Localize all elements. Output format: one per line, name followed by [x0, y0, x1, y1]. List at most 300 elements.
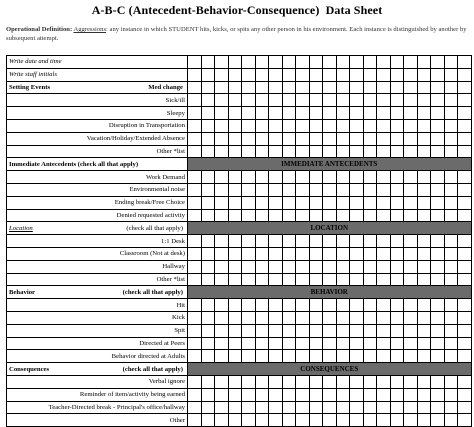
tally-cell[interactable] — [336, 388, 350, 401]
tally-cell[interactable] — [336, 260, 350, 273]
tally-cell[interactable] — [309, 388, 323, 401]
tally-cell[interactable] — [417, 209, 431, 222]
tally-cell[interactable] — [309, 337, 323, 350]
tally-cell[interactable] — [296, 235, 310, 248]
tally-cell[interactable] — [377, 375, 391, 388]
tally-cell[interactable] — [188, 375, 202, 388]
tally-cell[interactable] — [336, 132, 350, 145]
tally-cell[interactable] — [269, 196, 283, 209]
tally-cell[interactable] — [215, 196, 229, 209]
tally-cell[interactable] — [201, 375, 215, 388]
tally-cell[interactable] — [323, 145, 337, 158]
tally-cell[interactable] — [296, 94, 310, 107]
tally-cell[interactable] — [228, 260, 242, 273]
tally-cell[interactable] — [377, 171, 391, 184]
tally-cell[interactable] — [296, 119, 310, 132]
tally-cell[interactable] — [215, 311, 229, 324]
tally-cell[interactable] — [242, 145, 256, 158]
tally-cell[interactable] — [309, 401, 323, 414]
tally-cell[interactable] — [323, 324, 337, 337]
tally-cell[interactable] — [404, 145, 418, 158]
tally-cell[interactable] — [323, 132, 337, 145]
tally-cell[interactable] — [296, 247, 310, 260]
tally-cell[interactable] — [215, 324, 229, 337]
tally-cell[interactable] — [444, 299, 458, 312]
tally-cell[interactable] — [296, 273, 310, 286]
tally-cell[interactable] — [404, 68, 418, 81]
tally-cell[interactable] — [215, 171, 229, 184]
tally-cell[interactable] — [350, 68, 364, 81]
tally-cell[interactable] — [228, 107, 242, 120]
tally-cell[interactable] — [309, 209, 323, 222]
tally-cell[interactable] — [336, 183, 350, 196]
tally-cell[interactable] — [228, 311, 242, 324]
tally-cell[interactable] — [404, 56, 418, 69]
tally-cell[interactable] — [404, 337, 418, 350]
tally-cell[interactable] — [255, 94, 269, 107]
tally-cell[interactable] — [431, 94, 445, 107]
tally-cell[interactable] — [228, 235, 242, 248]
tally-cell[interactable] — [390, 299, 404, 312]
tally-cell[interactable] — [228, 94, 242, 107]
tally-cell[interactable] — [296, 68, 310, 81]
tally-cell[interactable] — [323, 299, 337, 312]
tally-cell[interactable] — [404, 171, 418, 184]
tally-cell[interactable] — [296, 196, 310, 209]
tally-cell[interactable] — [282, 311, 296, 324]
tally-cell[interactable] — [363, 119, 377, 132]
tally-cell[interactable] — [296, 299, 310, 312]
tally-cell[interactable] — [201, 273, 215, 286]
tally-cell[interactable] — [363, 81, 377, 94]
tally-cell[interactable] — [431, 337, 445, 350]
tally-cell[interactable] — [350, 209, 364, 222]
tally-cell[interactable] — [282, 337, 296, 350]
tally-cell[interactable] — [390, 401, 404, 414]
tally-cell[interactable] — [228, 375, 242, 388]
tally-cell[interactable] — [269, 375, 283, 388]
tally-cell[interactable] — [255, 324, 269, 337]
tally-cell[interactable] — [336, 119, 350, 132]
tally-cell[interactable] — [296, 324, 310, 337]
tally-cell[interactable] — [242, 324, 256, 337]
tally-cell[interactable] — [242, 375, 256, 388]
tally-cell[interactable] — [363, 273, 377, 286]
tally-cell[interactable] — [269, 235, 283, 248]
tally-cell[interactable] — [390, 260, 404, 273]
tally-cell[interactable] — [269, 145, 283, 158]
tally-cell[interactable] — [431, 107, 445, 120]
tally-cell[interactable] — [296, 81, 310, 94]
tally-cell[interactable] — [309, 247, 323, 260]
tally-cell[interactable] — [417, 145, 431, 158]
tally-cell[interactable] — [309, 132, 323, 145]
tally-cell[interactable] — [201, 132, 215, 145]
tally-cell[interactable] — [377, 68, 391, 81]
tally-cell[interactable] — [458, 145, 472, 158]
tally-cell[interactable] — [323, 68, 337, 81]
tally-cell[interactable] — [309, 260, 323, 273]
tally-cell[interactable] — [458, 56, 472, 69]
tally-cell[interactable] — [309, 299, 323, 312]
tally-cell[interactable] — [390, 209, 404, 222]
tally-cell[interactable] — [390, 81, 404, 94]
tally-cell[interactable] — [363, 107, 377, 120]
tally-cell[interactable] — [444, 324, 458, 337]
tally-cell[interactable] — [390, 196, 404, 209]
tally-cell[interactable] — [201, 94, 215, 107]
tally-cell[interactable] — [188, 260, 202, 273]
tally-cell[interactable] — [404, 209, 418, 222]
tally-cell[interactable] — [458, 235, 472, 248]
tally-cell[interactable] — [228, 299, 242, 312]
tally-cell[interactable] — [458, 311, 472, 324]
tally-cell[interactable] — [431, 145, 445, 158]
tally-cell[interactable] — [188, 183, 202, 196]
tally-cell[interactable] — [309, 171, 323, 184]
tally-cell[interactable] — [188, 94, 202, 107]
tally-cell[interactable] — [309, 375, 323, 388]
tally-cell[interactable] — [350, 260, 364, 273]
tally-cell[interactable] — [188, 119, 202, 132]
tally-cell[interactable] — [404, 388, 418, 401]
tally-cell[interactable] — [431, 132, 445, 145]
tally-cell[interactable] — [282, 350, 296, 363]
tally-cell[interactable] — [228, 414, 242, 427]
tally-cell[interactable] — [188, 324, 202, 337]
tally-cell[interactable] — [215, 401, 229, 414]
tally-cell[interactable] — [215, 81, 229, 94]
tally-cell[interactable] — [404, 235, 418, 248]
tally-cell[interactable] — [458, 324, 472, 337]
tally-cell[interactable] — [201, 145, 215, 158]
tally-cell[interactable] — [228, 209, 242, 222]
tally-cell[interactable] — [350, 183, 364, 196]
tally-cell[interactable] — [390, 311, 404, 324]
tally-cell[interactable] — [255, 350, 269, 363]
tally-cell[interactable] — [323, 56, 337, 69]
tally-cell[interactable] — [188, 311, 202, 324]
tally-cell[interactable] — [417, 337, 431, 350]
tally-cell[interactable] — [363, 183, 377, 196]
tally-cell[interactable] — [323, 183, 337, 196]
tally-cell[interactable] — [377, 260, 391, 273]
tally-cell[interactable] — [458, 94, 472, 107]
tally-cell[interactable] — [350, 171, 364, 184]
tally-cell[interactable] — [201, 311, 215, 324]
tally-cell[interactable] — [336, 235, 350, 248]
tally-cell[interactable] — [458, 299, 472, 312]
tally-cell[interactable] — [296, 56, 310, 69]
tally-cell[interactable] — [215, 119, 229, 132]
tally-cell[interactable] — [323, 107, 337, 120]
tally-cell[interactable] — [458, 414, 472, 427]
tally-cell[interactable] — [228, 183, 242, 196]
tally-cell[interactable] — [215, 414, 229, 427]
tally-cell[interactable] — [296, 375, 310, 388]
tally-cell[interactable] — [242, 81, 256, 94]
tally-cell[interactable] — [188, 388, 202, 401]
tally-cell[interactable] — [242, 119, 256, 132]
tally-cell[interactable] — [336, 311, 350, 324]
tally-cell[interactable] — [242, 311, 256, 324]
tally-cell[interactable] — [390, 235, 404, 248]
tally-cell[interactable] — [377, 145, 391, 158]
tally-cell[interactable] — [404, 132, 418, 145]
tally-cell[interactable] — [363, 299, 377, 312]
tally-cell[interactable] — [228, 273, 242, 286]
tally-cell[interactable] — [282, 247, 296, 260]
tally-cell[interactable] — [242, 196, 256, 209]
tally-cell[interactable] — [350, 145, 364, 158]
tally-cell[interactable] — [444, 350, 458, 363]
tally-cell[interactable] — [309, 68, 323, 81]
tally-cell[interactable] — [188, 247, 202, 260]
tally-cell[interactable] — [323, 81, 337, 94]
tally-cell[interactable] — [323, 337, 337, 350]
tally-cell[interactable] — [363, 56, 377, 69]
tally-cell[interactable] — [336, 56, 350, 69]
tally-cell[interactable] — [255, 414, 269, 427]
tally-cell[interactable] — [242, 401, 256, 414]
tally-cell[interactable] — [377, 94, 391, 107]
tally-cell[interactable] — [458, 260, 472, 273]
tally-cell[interactable] — [323, 414, 337, 427]
tally-cell[interactable] — [363, 209, 377, 222]
tally-cell[interactable] — [309, 196, 323, 209]
tally-cell[interactable] — [336, 324, 350, 337]
tally-cell[interactable] — [296, 388, 310, 401]
tally-cell[interactable] — [255, 260, 269, 273]
tally-cell[interactable] — [201, 107, 215, 120]
tally-cell[interactable] — [404, 350, 418, 363]
tally-cell[interactable] — [215, 247, 229, 260]
tally-cell[interactable] — [323, 196, 337, 209]
tally-cell[interactable] — [188, 235, 202, 248]
tally-cell[interactable] — [417, 68, 431, 81]
tally-cell[interactable] — [431, 183, 445, 196]
tally-cell[interactable] — [431, 350, 445, 363]
tally-cell[interactable] — [377, 119, 391, 132]
tally-cell[interactable] — [377, 183, 391, 196]
tally-cell[interactable] — [377, 235, 391, 248]
tally-cell[interactable] — [363, 196, 377, 209]
tally-cell[interactable] — [404, 119, 418, 132]
tally-cell[interactable] — [458, 337, 472, 350]
tally-cell[interactable] — [458, 247, 472, 260]
tally-cell[interactable] — [377, 273, 391, 286]
tally-cell[interactable] — [390, 273, 404, 286]
tally-cell[interactable] — [228, 350, 242, 363]
tally-cell[interactable] — [255, 68, 269, 81]
tally-cell[interactable] — [431, 311, 445, 324]
tally-cell[interactable] — [228, 81, 242, 94]
tally-cell[interactable] — [390, 247, 404, 260]
tally-cell[interactable] — [350, 56, 364, 69]
tally-cell[interactable] — [377, 350, 391, 363]
tally-cell[interactable] — [390, 94, 404, 107]
tally-cell[interactable] — [242, 350, 256, 363]
tally-cell[interactable] — [228, 171, 242, 184]
tally-cell[interactable] — [444, 337, 458, 350]
tally-cell[interactable] — [296, 107, 310, 120]
tally-cell[interactable] — [431, 171, 445, 184]
tally-cell[interactable] — [201, 183, 215, 196]
tally-cell[interactable] — [363, 401, 377, 414]
tally-cell[interactable] — [255, 196, 269, 209]
tally-cell[interactable] — [404, 260, 418, 273]
tally-cell[interactable] — [417, 299, 431, 312]
tally-cell[interactable] — [431, 273, 445, 286]
tally-cell[interactable] — [350, 196, 364, 209]
tally-cell[interactable] — [296, 337, 310, 350]
tally-cell[interactable] — [309, 145, 323, 158]
tally-cell[interactable] — [363, 311, 377, 324]
tally-cell[interactable] — [444, 401, 458, 414]
tally-cell[interactable] — [431, 414, 445, 427]
tally-cell[interactable] — [228, 401, 242, 414]
tally-cell[interactable] — [336, 401, 350, 414]
tally-cell[interactable] — [390, 388, 404, 401]
tally-cell[interactable] — [363, 414, 377, 427]
tally-cell[interactable] — [242, 68, 256, 81]
tally-cell[interactable] — [404, 183, 418, 196]
tally-cell[interactable] — [215, 94, 229, 107]
tally-cell[interactable] — [309, 94, 323, 107]
tally-cell[interactable] — [296, 260, 310, 273]
tally-cell[interactable] — [350, 311, 364, 324]
tally-cell[interactable] — [417, 350, 431, 363]
tally-cell[interactable] — [215, 273, 229, 286]
tally-cell[interactable] — [336, 337, 350, 350]
tally-cell[interactable] — [309, 56, 323, 69]
tally-cell[interactable] — [323, 171, 337, 184]
tally-cell[interactable] — [296, 183, 310, 196]
tally-cell[interactable] — [350, 94, 364, 107]
tally-cell[interactable] — [255, 235, 269, 248]
tally-cell[interactable] — [431, 56, 445, 69]
tally-cell[interactable] — [188, 337, 202, 350]
tally-cell[interactable] — [417, 56, 431, 69]
tally-cell[interactable] — [242, 247, 256, 260]
tally-cell[interactable] — [350, 107, 364, 120]
tally-cell[interactable] — [269, 183, 283, 196]
tally-cell[interactable] — [215, 375, 229, 388]
tally-cell[interactable] — [269, 94, 283, 107]
tally-cell[interactable] — [431, 81, 445, 94]
tally-cell[interactable] — [444, 107, 458, 120]
tally-cell[interactable] — [444, 81, 458, 94]
tally-cell[interactable] — [431, 235, 445, 248]
tally-cell[interactable] — [215, 235, 229, 248]
tally-cell[interactable] — [363, 68, 377, 81]
tally-cell[interactable] — [404, 196, 418, 209]
tally-cell[interactable] — [377, 299, 391, 312]
tally-cell[interactable] — [188, 107, 202, 120]
tally-cell[interactable] — [215, 388, 229, 401]
tally-cell[interactable] — [390, 145, 404, 158]
tally-cell[interactable] — [417, 171, 431, 184]
tally-cell[interactable] — [417, 81, 431, 94]
tally-cell[interactable] — [269, 68, 283, 81]
tally-cell[interactable] — [444, 311, 458, 324]
tally-cell[interactable] — [242, 132, 256, 145]
tally-cell[interactable] — [242, 183, 256, 196]
tally-cell[interactable] — [350, 324, 364, 337]
tally-cell[interactable] — [215, 68, 229, 81]
tally-cell[interactable] — [269, 273, 283, 286]
tally-cell[interactable] — [390, 171, 404, 184]
tally-cell[interactable] — [363, 171, 377, 184]
tally-cell[interactable] — [336, 350, 350, 363]
tally-cell[interactable] — [363, 324, 377, 337]
tally-cell[interactable] — [215, 209, 229, 222]
tally-cell[interactable] — [201, 68, 215, 81]
tally-cell[interactable] — [377, 209, 391, 222]
tally-cell[interactable] — [444, 235, 458, 248]
tally-cell[interactable] — [390, 56, 404, 69]
tally-cell[interactable] — [417, 311, 431, 324]
tally-cell[interactable] — [431, 247, 445, 260]
tally-cell[interactable] — [269, 107, 283, 120]
tally-cell[interactable] — [458, 68, 472, 81]
tally-cell[interactable] — [417, 247, 431, 260]
tally-cell[interactable] — [188, 209, 202, 222]
tally-cell[interactable] — [188, 196, 202, 209]
tally-cell[interactable] — [242, 94, 256, 107]
tally-cell[interactable] — [242, 299, 256, 312]
tally-cell[interactable] — [377, 81, 391, 94]
tally-cell[interactable] — [444, 196, 458, 209]
tally-cell[interactable] — [444, 56, 458, 69]
tally-cell[interactable] — [458, 209, 472, 222]
tally-cell[interactable] — [431, 119, 445, 132]
tally-cell[interactable] — [431, 260, 445, 273]
tally-cell[interactable] — [188, 414, 202, 427]
tally-cell[interactable] — [255, 273, 269, 286]
tally-cell[interactable] — [390, 132, 404, 145]
tally-cell[interactable] — [363, 247, 377, 260]
tally-cell[interactable] — [255, 132, 269, 145]
tally-cell[interactable] — [215, 337, 229, 350]
tally-cell[interactable] — [377, 388, 391, 401]
tally-cell[interactable] — [282, 324, 296, 337]
tally-cell[interactable] — [417, 324, 431, 337]
tally-cell[interactable] — [458, 196, 472, 209]
tally-cell[interactable] — [201, 235, 215, 248]
tally-cell[interactable] — [255, 388, 269, 401]
tally-cell[interactable] — [201, 119, 215, 132]
tally-cell[interactable] — [255, 145, 269, 158]
tally-cell[interactable] — [188, 145, 202, 158]
tally-cell[interactable] — [309, 273, 323, 286]
tally-cell[interactable] — [431, 324, 445, 337]
tally-cell[interactable] — [458, 183, 472, 196]
tally-cell[interactable] — [201, 337, 215, 350]
tally-cell[interactable] — [242, 56, 256, 69]
tally-cell[interactable] — [269, 260, 283, 273]
tally-cell[interactable] — [323, 401, 337, 414]
tally-cell[interactable] — [282, 401, 296, 414]
tally-cell[interactable] — [201, 260, 215, 273]
tally-cell[interactable] — [282, 235, 296, 248]
tally-cell[interactable] — [350, 119, 364, 132]
tally-cell[interactable] — [417, 414, 431, 427]
tally-cell[interactable] — [390, 107, 404, 120]
tally-cell[interactable] — [350, 414, 364, 427]
tally-cell[interactable] — [269, 132, 283, 145]
tally-cell[interactable] — [269, 171, 283, 184]
